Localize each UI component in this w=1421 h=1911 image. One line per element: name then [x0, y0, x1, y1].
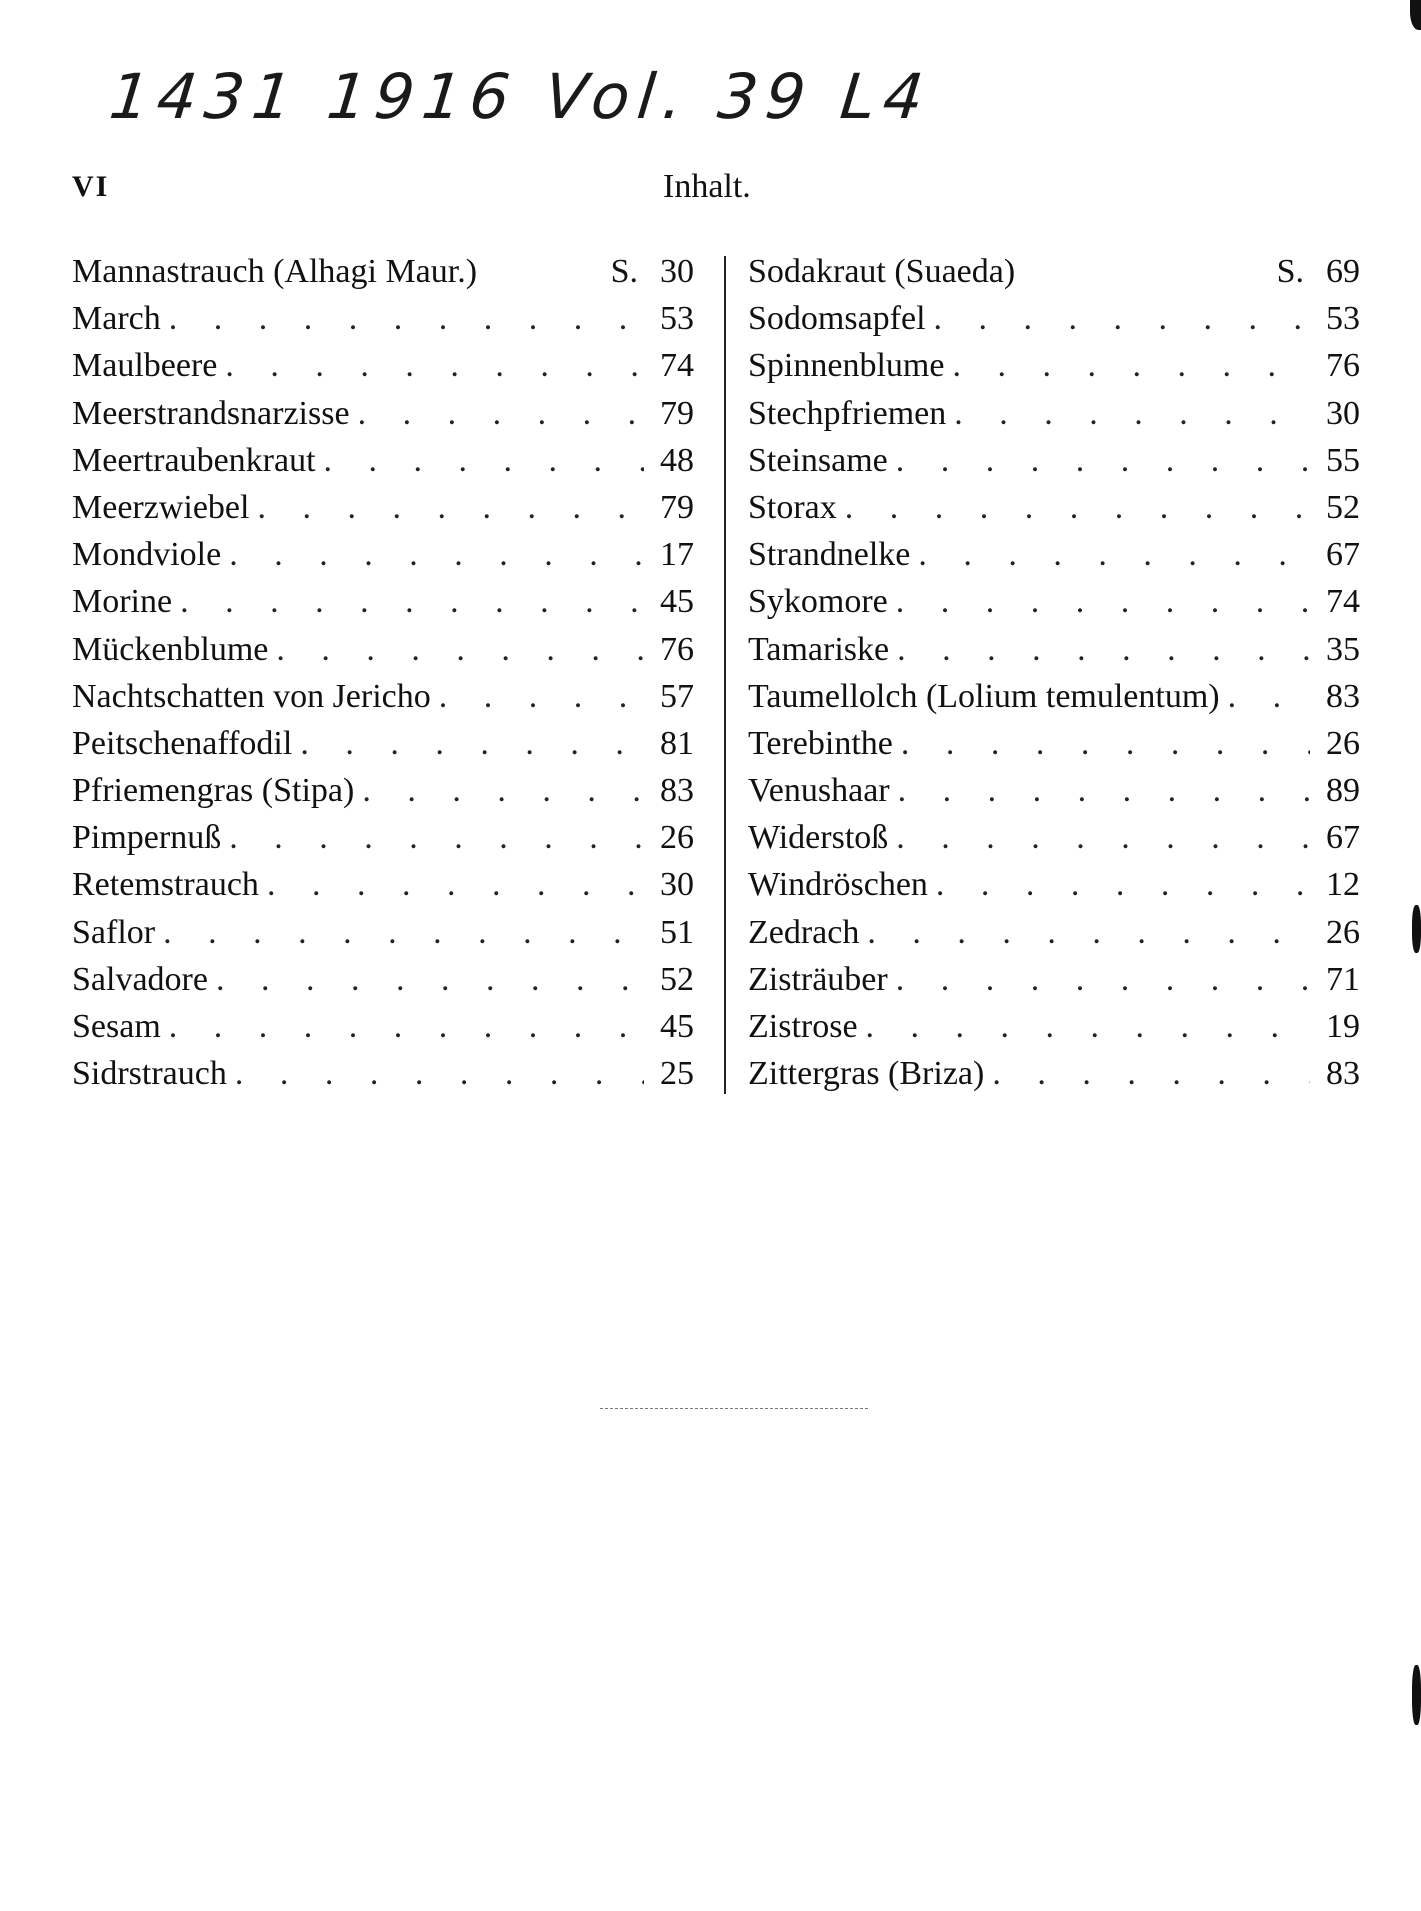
- index-entry: [72, 531, 694, 578]
- entry-term: Stechpfriemen: [748, 394, 947, 432]
- page-title: Inhalt.: [663, 168, 751, 205]
- dot-leader: [934, 295, 1310, 342]
- entry-page-number: 79: [660, 488, 694, 526]
- index-entry: [748, 390, 1360, 437]
- entry-page-number: 76: [660, 630, 694, 668]
- entry-term: Salvadore: [72, 960, 208, 998]
- dot-leader: [225, 342, 644, 389]
- dot-leader: [896, 956, 1310, 1003]
- footer-rule: [600, 1408, 868, 1409]
- entry-page-number: 26: [1326, 724, 1360, 762]
- entry-page-number: 74: [1326, 583, 1360, 621]
- entry-page-number: 45: [660, 1008, 694, 1045]
- entry-page-number: 81: [660, 724, 694, 762]
- entry-page-number: 55: [1326, 441, 1360, 479]
- index-entry: [748, 248, 1360, 295]
- index-entry: [72, 342, 694, 389]
- entry-page-number: 51: [660, 913, 694, 951]
- dot-leader: [229, 531, 644, 578]
- entry-term: Storax: [748, 488, 837, 526]
- dot-leader: [276, 626, 644, 673]
- entry-term: Pfriemengras (Stipa): [72, 772, 355, 810]
- dot-leader: [300, 720, 644, 767]
- index-entry: [748, 814, 1360, 861]
- entry-page-number: 71: [1326, 960, 1360, 998]
- dot-leader: [918, 531, 1310, 578]
- entry-page-number: 76: [1326, 347, 1360, 385]
- dot-leader: [235, 1050, 644, 1097]
- entry-page-number: 30: [660, 253, 694, 290]
- index-entry: [748, 342, 1360, 389]
- entry-term: Strandnelke: [748, 536, 911, 574]
- entry-term: Peitschenaffodil: [72, 724, 293, 762]
- dot-leader: [901, 720, 1310, 767]
- index-entry: [748, 484, 1360, 531]
- dot-leader: [169, 1003, 644, 1050]
- entry-term: Meerstrandsnarzisse: [72, 394, 350, 432]
- index-entry: [748, 1050, 1360, 1097]
- entry-term: Nachtschatten von Jericho: [72, 677, 431, 715]
- index-entry: [72, 720, 694, 767]
- index-entry: [72, 767, 694, 814]
- entry-term: Zedrach: [748, 913, 860, 951]
- dot-leader: [896, 578, 1310, 625]
- index-entry: [748, 909, 1360, 956]
- dot-leader: [936, 861, 1310, 908]
- entry-page-number: 57: [660, 677, 694, 715]
- scan-edge-mark: [1412, 905, 1421, 953]
- entry-term: Sykomore: [748, 583, 888, 621]
- entry-term: Sidrstrauch: [72, 1055, 227, 1093]
- entry-page-number: 12: [1326, 866, 1360, 904]
- dot-leader: [229, 814, 644, 861]
- dot-leader: [952, 342, 1310, 389]
- entry-page-number: 25: [660, 1055, 694, 1093]
- entry-term: Zisträuber: [748, 960, 888, 998]
- entry-page-number: 67: [1326, 536, 1360, 574]
- entry-page-number: 67: [1326, 819, 1360, 857]
- entry-page-number: 26: [660, 819, 694, 857]
- entry-page-number: 45: [660, 583, 694, 621]
- dot-leader: [216, 956, 644, 1003]
- entry-page-number: 74: [660, 347, 694, 385]
- index-entry: [72, 1003, 694, 1050]
- entry-term: Zistrose: [748, 1008, 858, 1045]
- entry-term: Windröschen: [748, 866, 928, 904]
- entry-page-number: 83: [660, 772, 694, 810]
- entry-term: Maulbeere: [72, 347, 218, 385]
- dot-leader: [439, 673, 644, 720]
- entry-page-number: 17: [660, 536, 694, 574]
- entry-page-number: 30: [660, 866, 694, 904]
- index-entry: [748, 1003, 1360, 1050]
- entry-page-number: 79: [660, 394, 694, 432]
- index-entry: [748, 626, 1360, 673]
- dot-leader: [267, 861, 644, 908]
- index-column-left: [72, 248, 694, 1097]
- dot-leader: [896, 437, 1310, 484]
- index-entry: [72, 578, 694, 625]
- entry-term: Terebinthe: [748, 724, 893, 762]
- entry-page-number: 52: [660, 960, 694, 998]
- index-entry: [748, 767, 1360, 814]
- entry-term: Morine: [72, 583, 173, 621]
- index-entry: [748, 861, 1360, 908]
- index-entry: [72, 814, 694, 861]
- entry-term: Mückenblume: [72, 630, 269, 668]
- entry-term: Venushaar: [748, 772, 890, 810]
- entry-page-number: 83: [1326, 677, 1360, 715]
- entry-term: Sodomsapfel: [748, 300, 926, 338]
- dot-leader: [1228, 673, 1310, 720]
- dot-leader: [180, 578, 644, 625]
- entry-term: Tamariske: [748, 630, 890, 668]
- index-entry: [748, 578, 1360, 625]
- entry-page-number: 69: [1326, 253, 1360, 290]
- entry-term: Mannastrauch (Alhagi Maur.): [72, 253, 478, 290]
- index-entry: [72, 484, 694, 531]
- index-entry: [748, 673, 1360, 720]
- dot-leader: [896, 814, 1310, 861]
- index-entry: [748, 720, 1360, 767]
- entry-page-number: 53: [660, 300, 694, 338]
- entry-term: Sodakraut (Suaeda): [748, 253, 1016, 290]
- entry-page-number: 35: [1326, 630, 1360, 668]
- index-entry: [72, 295, 694, 342]
- entry-page-prefix: S.: [610, 253, 638, 290]
- entry-term: Meertraubenkraut: [72, 441, 316, 479]
- index-entry: [72, 626, 694, 673]
- dot-leader: [866, 1003, 1310, 1050]
- index-entry: [748, 437, 1360, 484]
- handwritten-annotation: 1431 1916 Vol. 39 L4: [106, 60, 935, 133]
- entry-term: Saflor: [72, 913, 156, 951]
- index-entry: [72, 248, 694, 295]
- entry-page-number: 52: [1326, 488, 1360, 526]
- entry-term: Spinnenblume: [748, 347, 945, 385]
- dot-leader: [257, 484, 644, 531]
- dot-leader: [867, 909, 1310, 956]
- dot-leader: [992, 1050, 1310, 1097]
- dot-leader: [954, 390, 1310, 437]
- index-entry: [72, 909, 694, 956]
- index-entry: [72, 861, 694, 908]
- index-entry: [748, 295, 1360, 342]
- entry-page-number: 89: [1326, 772, 1360, 810]
- scan-edge-mark: [1412, 1665, 1421, 1725]
- entry-term: Taumellolch (Lolium temulentum): [748, 677, 1220, 715]
- entry-term: Zittergras (Briza): [748, 1055, 985, 1093]
- index-entry: [72, 673, 694, 720]
- entry-term: March: [72, 300, 161, 338]
- entry-page-number: 48: [660, 441, 694, 479]
- entry-term: Pimpernuß: [72, 819, 222, 857]
- entry-term: Mondviole: [72, 536, 222, 574]
- entry-page-prefix: S.: [1276, 253, 1304, 290]
- column-divider: [724, 256, 726, 1094]
- index-entry: [72, 1050, 694, 1097]
- entry-page-number: 53: [1326, 300, 1360, 338]
- entry-page-number: 83: [1326, 1055, 1360, 1093]
- entry-page-number: 19: [1326, 1008, 1360, 1045]
- index-entry: [72, 390, 694, 437]
- entry-term: Steinsame: [748, 441, 888, 479]
- dot-leader: [169, 295, 644, 342]
- dot-leader: [324, 437, 644, 484]
- entry-term: Meerzwiebel: [72, 488, 250, 526]
- dot-leader: [845, 484, 1310, 531]
- entry-page-number: 26: [1326, 913, 1360, 951]
- dot-leader: [898, 767, 1310, 814]
- entry-term: Sesam: [72, 1008, 161, 1045]
- index-entry: [72, 956, 694, 1003]
- page-number: VI: [72, 170, 110, 203]
- index-entry: [72, 437, 694, 484]
- dot-leader: [362, 767, 644, 814]
- dot-leader: [163, 909, 644, 956]
- index-column-right: [748, 248, 1360, 1097]
- entry-term: Widerstoß: [748, 819, 889, 857]
- entry-page-number: 30: [1326, 394, 1360, 432]
- dot-leader: [897, 626, 1310, 673]
- index-entry: [748, 531, 1360, 578]
- scan-edge-mark: [1410, 0, 1421, 30]
- entry-term: Retemstrauch: [72, 866, 259, 904]
- index-entry: [748, 956, 1360, 1003]
- dot-leader: [358, 390, 644, 437]
